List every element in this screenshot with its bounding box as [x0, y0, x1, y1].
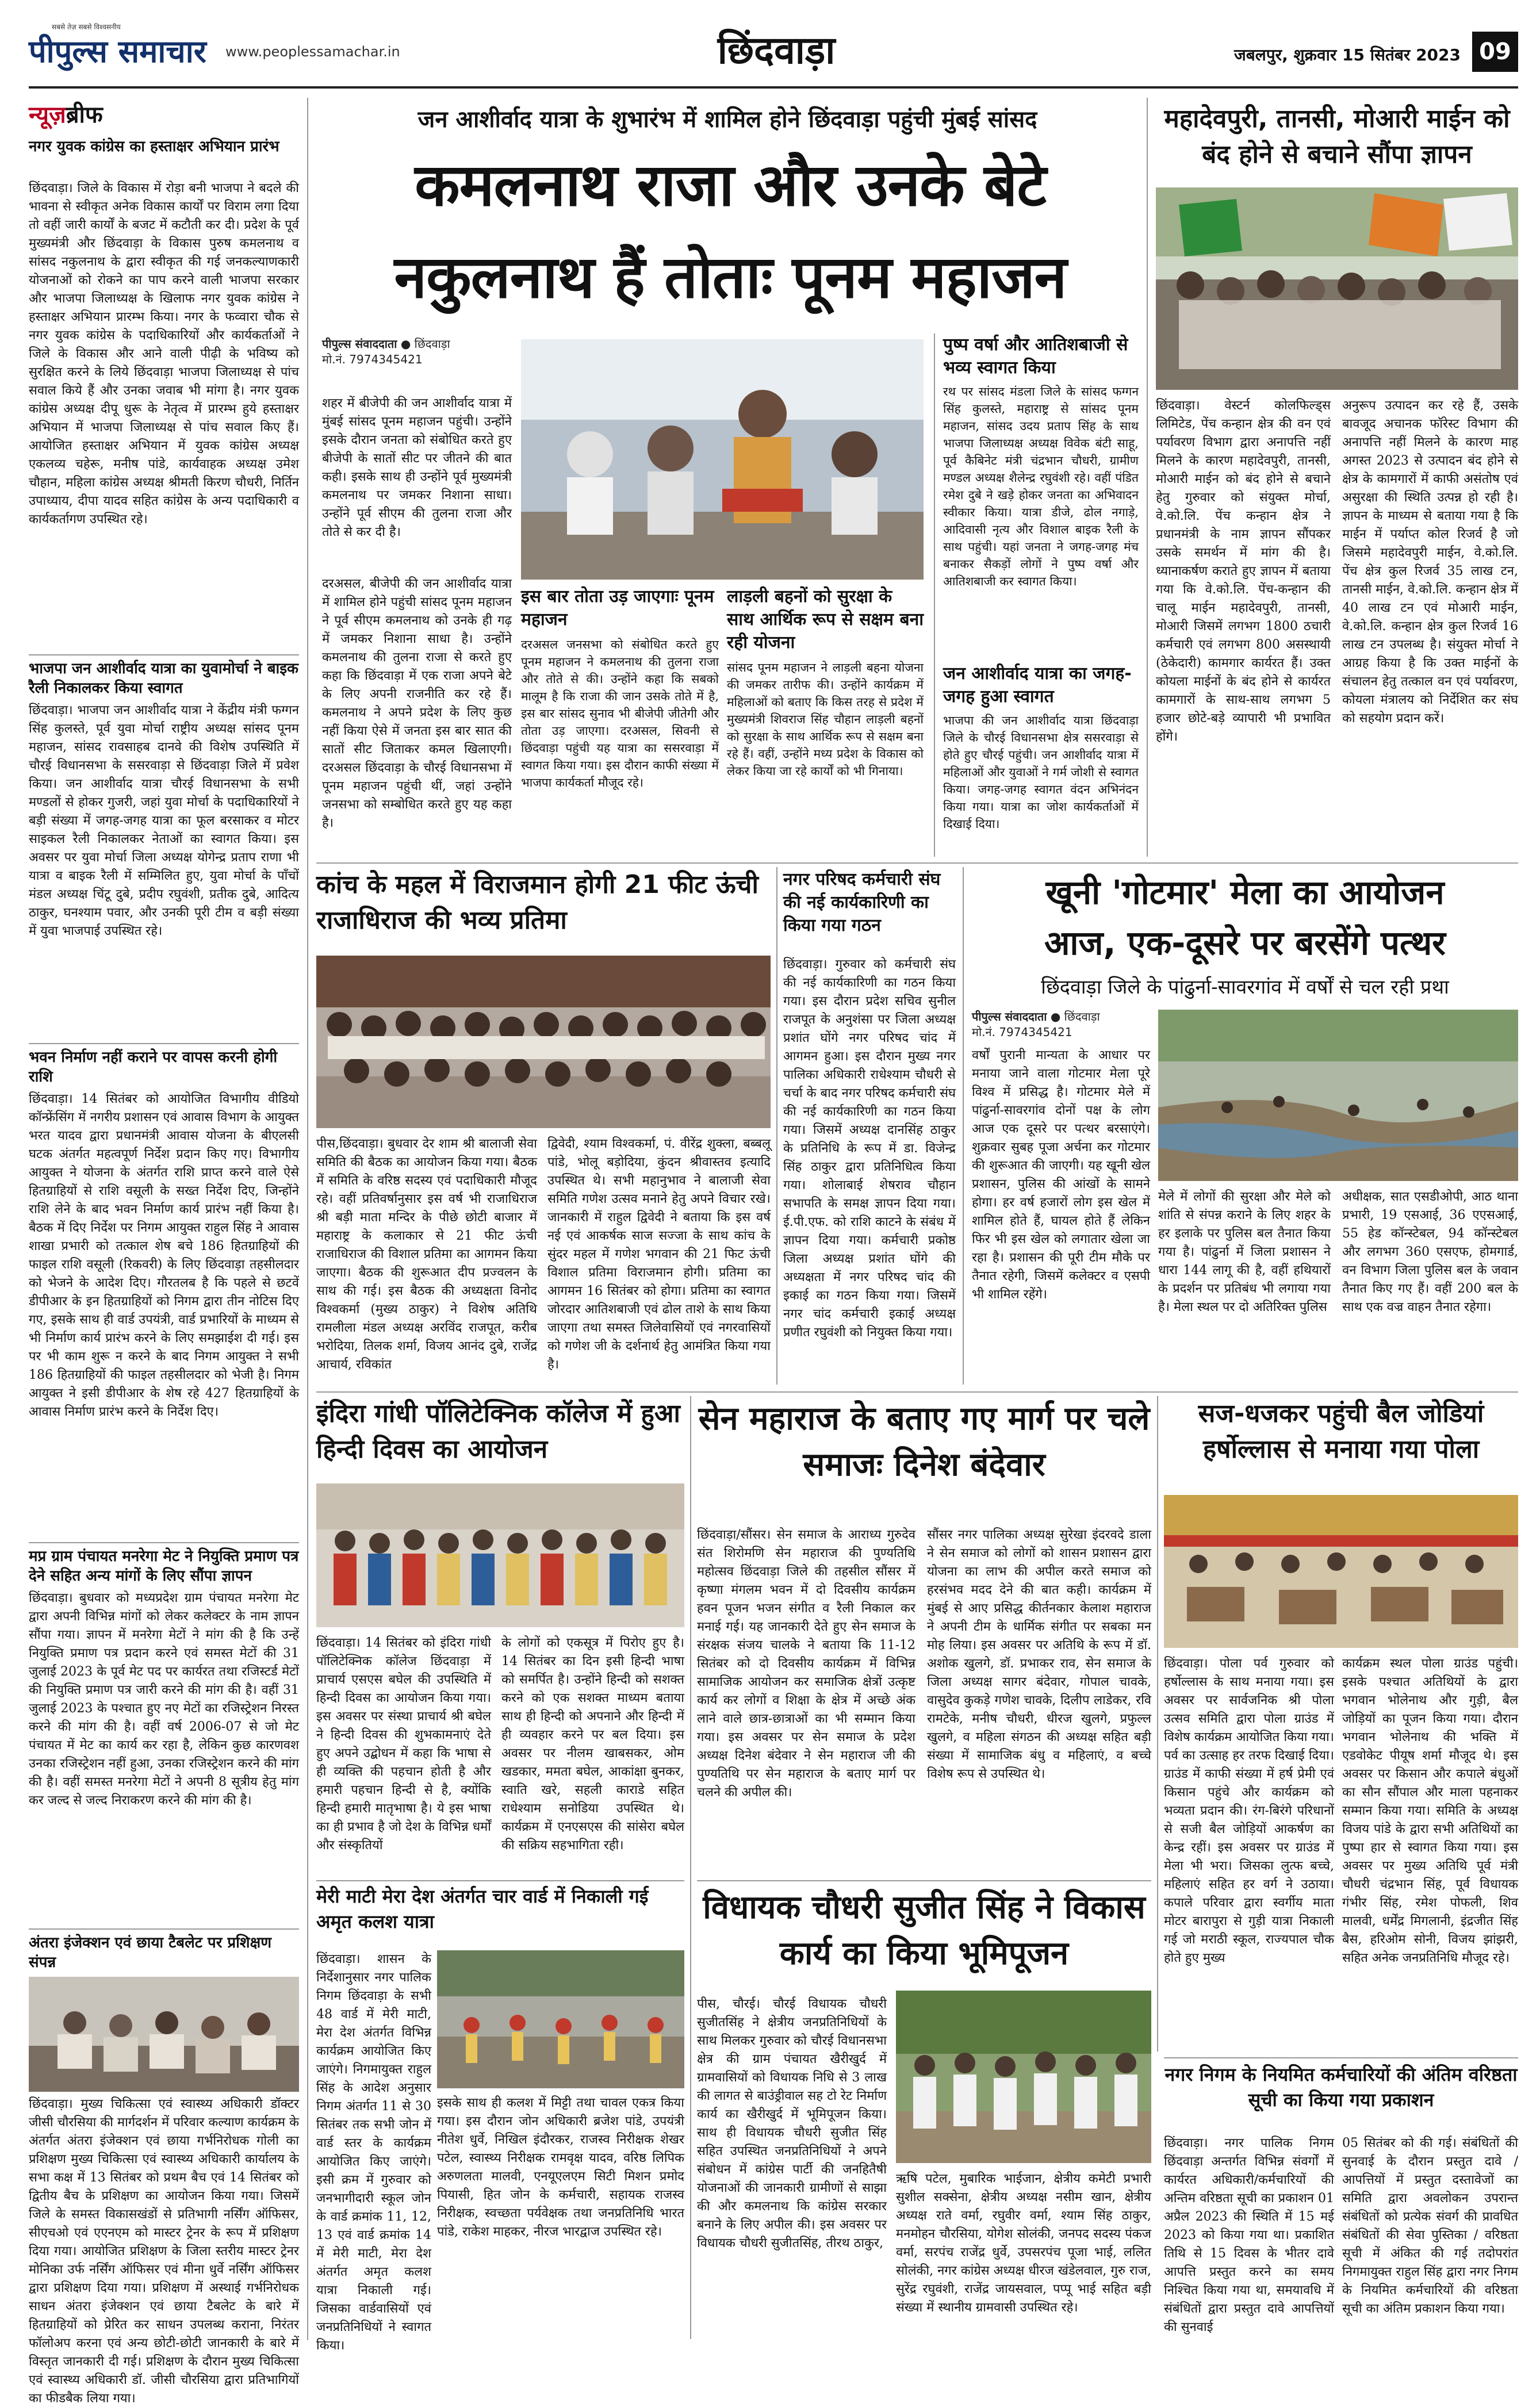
- statue-photo: [316, 956, 771, 1128]
- brief-4-body: छिंदवाड़ा। बुधवार को मध्यप्रदेश ग्राम पंचायत मनरेगा मेट द्वारा अपनी विभिन्न मांगों को लेकर कलेक्टर के नाम ज्ञापन सौंपा गया। ज्ञापन में मनरेगा मेटों ने मांग की है कि उन्हें नियुक्ति प्रमाण पत्र प्रदान करने एवं समस्त मेटों की 31 जुलाई 2023 के पूर्व मेट पद पर कार्यरत तथा रजिस्टर्ड मेटों की नियुक्ति प्रमाण पत्र जारी करने की मांग की है। वहीं 31 जुलाई 2023 के पश्चात हुए नए मेटों का रजिस्ट्रेशन निरस्त करने की मांग की है। वहीं वर्ष 2006-07 से जो मेट पंचायत में मेट का कार्य कर रहा है, लेकिन कुछ कारणवश उनका रजिस्ट्रेशन नहीं हुआ, उनका रजिस्ट्रेशन करने की मांग की है। वहीं समस्त मनरेगा मेटों ने अपनी 8 सूत्रीय हेतु मांग कर जल्द से जल्द निराकरण करने की मांग की है।: [29, 1591, 299, 1808]
- statue-body-2: द्विवेदी, श्याम विश्वकर्मा, पं. वीरेंद्र शुक्ला, बब्बलू पांडे, भोलू बड़ोदिया, कुंदन श्रीवास्तव इत्यादि उपस्थित थे। सभी महानुभाव ने बालाजी सेवा समिति गणेश उत्सव मनाने हेतु अपने विचार रखे। जानकारी में राहुल द्विवेदी ने बताया कि इस वर्ष नई एवं आकर्षक साज सज्जा के साथ कांच के सुंदर महल में गणेश भगवान की 21 फिट ऊंची विशाल प्रतिमा विराजमान होगी। प्रतिमा का आगमन 16 सितंबर को होगा। प्रतिमा का स्वागत जोरदार आतिशबाजी एवं ढोल ताशे के साथ किया जाएगा तथा समस्त जिलेवासियों एवं नगरवासियों को गणेश जी के दर्शनार्थ हेतु आमंत्रित किया गया है।: [547, 1137, 771, 1372]
- byline-name: पीपुल्स संवाददाता: [322, 337, 397, 351]
- masthead-rule: [29, 86, 1518, 89]
- kalash-photo: [437, 1950, 684, 2088]
- polytech-body-1: छिंदवाड़ा। 14 सितंबर को इंदिरा गांधी पॉलिटेक्निक कॉलेज छिंदवाड़ा में प्राचार्य एसएस बघेल की उपस्थिति में हिन्दी दिवस का आयोजन किया गया। इस अवसर पर संस्था प्राचार्य श्री बघेल ने हिन्दी दिवस की शुभकामनाएं देते हुए अपने उद्बोधन में कहा कि भाषा से ही व्यक्ति की पहचान होती है और हमारी पहचान हिन्दी से है, क्योंकि हिन्दी हमारी मातृभाषा है। ये इस भाषा का ही प्रभाव है जो देश के विभिन्न धर्मों और संस्कृतियों: [316, 1636, 491, 1853]
- pola-body-2: कार्यक्रम स्थल पोला ग्राउंड पहुंची। इसके पश्चात अतिथियों के द्वारा भगवान भोलेनाथ और गुड़ी, बैल जोड़ियों का पूजन किया गया। दौरान भगवान भोलेनाथ की भक्ति में एडवोकेट पीयूष शर्मा मौजूद थे। इस अवसर पर किसान और कपाले बंधुओं का सौन सौंपाल और माला पहनाकर सम्मान किया गया। समिति के अध्यक्ष विजय पांडे के द्वारा सभी अतिथियों का पुष्पा हार से स्वागत किया गया। इस अवसर पर मुख्य अतिथि पूर्व मंत्री चौधरी चंद्रभान सिंह, पूर्व विधायक गंभीर सिंह, रमेश पोफली, शिव मालवी, धर्मेंद्र मिगलानी, इंद्रजीत सिंह बैस, हरिओम सोनी, विजय झांझरी, सहित अनेक जनप्रतिनिधि मौजूद रहे।: [1342, 1657, 1518, 1965]
- polytech-body-2: के लोगों को एकसूत्र में पिरोए हुए है। 14 सितंबर का दिन इसी हिन्दी भाषा को समर्पित है। उन्होंने हिन्दी को सशक्त करने को एक सशक्त माध्यम बताया साथ ही हिन्दी को अपनाने और हिन्दी में ही व्यवहार करने पर बल दिया। इस अवसर पर नीलम खाबसकर, ओम खडकार, ममता बघेल, आकांक्षा बुनकर, स्वाति खरे, सहली काराडे सहित राधेश्याम सनोडिया उपस्थित थे। कार्यक्रम में एनएसएस की सांसेरा बघेल की सक्रिय सहभागिता रही।: [501, 1636, 684, 1853]
- brief-divider: [29, 1542, 299, 1543]
- statue-headline: कांच के महल में विराजमान होगी 21 फीट ऊंची राजाधिराज की भव्य प्रतिमा: [316, 870, 758, 935]
- pola-photo: [1164, 1495, 1518, 1648]
- pola-headline: सज-धजकर पहुंची बैल जोडियां हर्षोल्लास से मनाया गया पोला: [1198, 1399, 1484, 1464]
- brief-3-body: छिंदवाड़ा। 14 सितंबर को आयोजित विभागीय वीडियो कॉन्फ्रेंसिंग में नगरीय प्रशासन एवं आवास विभाग के आयुक्त भरत यादव द्वारा प्रधानमंत्री आवास योजना के बीएलसी घटक अंतर्गत महत्वपूर्ण निर्देश प्रदान किए गए। विभागीय आयुक्त ने योजना के अंतर्गत राशि प्राप्त करने वाले ऐसे हितग्राहियों से राशि वसूली के सख्त निर्देश दिए, जिन्होंने राशि लेने के बाद भवन निर्माण कार्य प्रारंभ नहीं किया है। बैठक में दिए निर्देश पर निगम आयुक्त राहुल सिंह ने आवास शाखा प्रभारी को तत्काल शेष बचे 186 हितग्राहियों की फाइल राशि वसूली (रिकवरी) के लिए छिंदवाड़ा तहसीलदार को भेजने के आदेश दिए। गौरतलब है कि पहले से छटवें डीपीआर के इन हितग्राहियों को निगम द्वारा तीन नोटिस दिए गए, इसके साथ ही वार्ड उपयंत्री, वार्ड प्रभारियों के माध्यम से भी निर्माण कार्य प्रारंभ करने के लिए समझाईश दी गई। इस पर भी काम शुरू न करने के बाद निगम आयुक्त ने सभी 186 हितग्राहियों की फाइल तहसीलदार को भेजी है। निगम आयुक्त ने इसी डीपीआर के शेष रहे 427 हितग्राहियों के आवास निर्माण प्रारंभ करने के निर्देश दिए।: [29, 1092, 299, 1419]
- brief-divider: [29, 1928, 299, 1930]
- column-divider: [307, 98, 308, 2340]
- brief-3-title: भवन निर्माण नहीं कराने पर वापस करनी होगी राशि: [29, 1049, 278, 1086]
- caption-title: इस बार तोता उड़ जाएगाः पूनम महाजन: [521, 586, 714, 630]
- nigam-body-2: 05 सितंबर को की गई। संबंधितों की सुनवाई के दौरान प्रस्तुत दावे / आपत्तियों में प्रस्तुत दस्तावेजों का समिति द्वारा अवलोकन उपरान्त संबंधितों को प्रत्येक संवर्ग की प्रावधित संबंधितों की सेवा पुस्तिका / वरिष्ठता सूची में अंकित की गई तदोपरांत निगमायुक्त राहुल सिंह द्वारा नगर निगम के नियमित कर्मचारियों की वरिष्ठता सूची का अंतिम प्रकाशन किया गया।: [1342, 2136, 1518, 2316]
- brief-5-photo: [29, 1977, 299, 2092]
- location-icon: ●: [400, 337, 411, 351]
- lead-photo: [521, 339, 924, 580]
- lead-body-1: शहर में बीजेपी की जन आशीर्वाद यात्रा में मुंबई सांसद पूनम महाजन पहुंची। उन्होंने इसके दौरान जनता को संबोधित करते हुए बीजेपी के सातों सीट पर जीतने की बात कही। इसके साथ ही उन्होंने पूर्व मुख्यमंत्री कमलनाथ पर जमकर निशाना साधा। उन्होंने पूर्व सीएम की तुलना राजा और तोते से कर दी है।: [322, 396, 512, 539]
- mine-photo: [1156, 187, 1518, 390]
- brief-4-title: मप्र ग्राम पंचायत मनरेगा मेट ने नियुक्ति प्रमाण पत्र देने सहित अन्य मांगों के लिए सौंपा ज्ञापन: [29, 1548, 299, 1585]
- kalash-body-1: छिंदवाड़ा। शासन के निर्देशानुसार नगर पालिक निगम छिंदवाड़ा के सभी 48 वार्ड में मेरी माटी, मेरा देश अंतर्गत विभिन्न कार्यक्रम आयोजित किए जाएंगे। निगमायुक्त राहुल सिंह के आदेश अनुसार निगम अंतर्गत 11 से 30 सितंबर तक सभी जोन में वार्ड स्तर के कार्यक्रम आयोजित किए जाएंगे। इसी क्रम में गुरुवार को जनभागीदारी स्कूल जोन के वार्ड क्रमांक 11, 12, 13 एवं वार्ड क्रमांक 14 में मेरी माटी, मेरा देश अंतर्गत अमृत कलश यात्रा निकाली गई। जिसका वार्डवासियों एवं जनप्रतिनिधियों ने स्वागत किया।: [316, 1952, 431, 2353]
- lead-headline-2: नकुलनाथ हैं तोताः पूनम महाजन: [394, 243, 1067, 312]
- kalash-body-2: इसके साथ ही कलश में मिट्टी तथा चावल एकत्र किया गया। इस दौरान जोन अधिकारी ब्रजेश पांडे, उपयंत्री नीतेश धुर्वे, निखिल इंदौरकर, राजस्व निरीक्षक शेखर पटेल, स्वास्थ्य निरीक्षक रामवृक्ष यादव, वरिष्ठ लिपिक अरुणलता मालवी, एनयूएलएम सिटी मिशन प्रमोद पियासी, हित जोन के कर्मचारी, सहायक राजस्व निरीक्षक, स्वच्छता पर्यवेक्षक तथा जनप्रतिनिधि भारत पांडे, राकेश माहकर, नीरज भारद्वाज उपस्थित रहे।: [437, 2096, 684, 2239]
- welcome-title: पुष्प वर्षा और आतिशबाजी से भव्य स्वागत किया: [943, 335, 1128, 378]
- gotmar-photo: [1158, 1010, 1518, 1181]
- polytech-photo: [316, 1483, 684, 1627]
- gotmar-headline-1: खूनी 'गोटमार' मेला का आयोजन: [1045, 873, 1445, 912]
- section-title: छिंदवाड़ा: [717, 28, 836, 72]
- kalash-headline: मेरी माटी मेरा देश अंतर्गत चार वार्ड में निकाली गई अमृत कलश यात्रा: [316, 1885, 649, 1932]
- section-rule: [697, 1880, 1151, 1881]
- brief-5-body: छिंदवाड़ा। मुख्य चिकित्सा एवं स्वास्थ्य अधिकारी डॉक्टर जीसी चौरसिया की मार्गदर्शन में परिवार कल्याण कार्यक्रम के अंतर्गत अंतरा इंजेक्शन एवं छाया गर्भनिरोधक गोली का प्रशिक्षण मुख्य चिकित्सा एवं स्वास्थ्य अधिकारी कार्यालय के सभा कक्ष में 13 सितंबर को प्रथम बैच एवं 14 सितंबर को द्वितीय बैच के प्रशिक्षण का आयोजन किया गया। जिसमें जिले के समस्त विकासखंडों से प्रतिभागी नर्सिंग ऑफिसर, सीएचओ एवं एएनएम को मास्टर ट्रेनर के रूप में प्रशिक्षण दिया गया। आयोजित प्रशिक्षण के जिला स्तरीय मास्टर ट्रेनर मोनिका उर्फ नर्सिंग ऑफिसर एवं मीना धुर्वे नर्सिंग ऑफिसर द्वारा प्रशिक्षण दिया गया। प्रशिक्षण में अस्थाई गर्भनिरोधक साधन अंतरा इंजेक्शन एवं छाया टैबलेट के बारे में हितग्राहियों को प्रेरित कर साधन उपलब्ध कराना, निरंतर फॉलोअप करना एवं अन्य छोटी-छोटी जानकारी के बारे में विस्तृत जानकारी दी गई। प्रशिक्षण के दौरान मुख्य चिकित्सा एवं स्वास्थ्य अधिकारी डॉ. जीसी चौरसिया द्वारा प्रतिभागियों का फीडबैक लिया गया।: [29, 2097, 299, 2406]
- gotmar-body-1: वर्षों पुरानी मान्यता के आधार पर मनाया जाने वाला गोटमार मेला पूरे विश्व में प्रसिद्ध है। गोटमार मेले में पांढुर्ना-सावरगांव दोनों पक्ष के लोग आज एक दूसरे पर पत्थर बरसाएंगे। शुक्रवार सुबह पूजा अर्चना कर गोटमार की शुरूआत की जाएगी। यह खूनी खेल प्रशासन, पुलिस की आंखों के सामने होगा। हर वर्ष हजारों लोग इस खेल में शामिल होते हैं, घायल होते हैं लेकिन फिर भी इस खेल को लगातार खेला जा रहा है। प्रशासन की पूरी टीम मौके पर तैनात रहेगी, जिसमें कलेक्टर व एसपी भी शामिल रहेंगे।: [972, 1048, 1150, 1302]
- brief-1-body: छिंदवाड़ा। जिले के विकास में रोड़ा बनी भाजपा ने बदले की भावना से स्वीकृत अनेक विकास कार्यों पर विराम लगा दिया तो वहीं जारी कार्यों के बजट में कटौती कर दी। प्रदेश के पूर्व मुख्यमंत्री और छिंदवाड़ा के विकास पुरुष कमलनाथ व सांसद नकुलनाथ के द्वारा स्वीकृत की गई जनकल्याणकारी योजनाओं को रोकने का पाप करने वाली भाजपा सरकार और भाजपा जिलाध्यक्ष के खिलाफ नगर युवक कांग्रेस ने हस्ताक्षर अभियान प्रारम्भ किया। नगर के फव्वारा चौक से नगर युवक कांग्रेस के पदाधिकारियों और कार्यकर्ताओं ने जिले के विकास और आने वाली पीढ़ी के भविष्य को सुरक्षित करने के लिये छिंदवाड़ा भाजपा जिलाध्यक्ष से पांच सवाल किये हैं और उनका जवाब भी मांगा है। नगर युवक कांग्रेस अध्यक्ष दीपू धुरू के नेतृत्व में प्रारम्भ हुये हस्ताक्षर अभियान में भाजपा जिलाध्यक्ष से पांच सवाल किए हैं। आयोजित हस्ताक्षर अभियान में युवक कांग्रेस अध्यक्ष एकलव्य चहेरू, मनीष पांडे, कार्यवाहक अध्यक्ष उमेश चौहान, महिला कांग्रेस अध्यक्ष श्रीमती किरण चौधरी, निर्तिन उपाध्याय, दीपा यादव सहित कांग्रेस के अन्य पदाधिकारी व कार्यकर्तागण उपस्थित रहे।: [29, 181, 299, 527]
- union-body: छिंदवाड़ा। गुरुवार को कर्मचारी संघ की नई कार्यकारिणी का गठन किया गया। इस दौरान प्रदेश सचिव सुनील राजपूत के अनुशंसा पर जिला अध्यक्ष प्रशांत घोंगे नगर परिषद चांद में आगमन हुआ। इस दौरान मुख्य नगर पालिका अधिकारी राधेश्याम चौधरी से चर्चा के बाद नगर परिषद कर्मचारी संघ की नई कार्यकारिणी का गठन किया गया। जिसमें अध्यक्ष दानसिंह ठाकुर के प्रतिनिधि के रूप में डा. विजेन्द्र सिंह ठाकुर द्वारा प्रतिनिधित्व किया गया। शोलाबाई शेषराव चौहान सभापति के समक्ष ज्ञापन दिया गया। ई.पी.एफ. को राशि काटने के संबंध में ज्ञापन दिया गया। कर्मचारी प्रकोष्ठ जिला अध्यक्ष प्रशांत घोंगे की अध्यक्षता में नगर परिषद चांद की इकाई का गठन किया गया। जिसमें नगर चांद कर्मचारी इकाई अध्यक्ष प्रणीत रघुवंशी को नियुक्त किया गया।: [783, 957, 956, 1340]
- brief-5-title: अंतरा इंजेक्शन एवं छाया टैबलेट पर प्रशिक्षण संपन्न: [29, 1934, 272, 1971]
- welcome-sidebar: [943, 333, 1139, 857]
- section-rule: [316, 862, 1518, 864]
- mla-body-1: पीस, चौरई। चौरई विधायक चौधरी सुजीतसिंह ने क्षेत्रीय जनप्रतिनिधियों के साथ मिलकर गुरुवार को चौरई विधानसभा क्षेत्र की ग्राम पंचायत खैरीखुर्द में ग्रामवासियों को विधायक निधि से 3 लाख की लागत से बाउंड्रीवाल सह टो रेट निर्माण कार्य का खैरीखुर्द में भूमिपूजन किया। साथ ही विधायक चौधरी सुजीत सिंह सहित उपस्थित जनप्रतिनिधियों ने अपने संबोधन में कांग्रेस पार्टी की जनहितैषी योजनाओं की जानकारी ग्रामीणों से साझा की और कमलनाथ कि कांग्रेस सरकार बनाने के लिए अपील की। इस अवसर पर विधायक चौधरी सुजीतसिंह, तीरथ ठाकुर,: [697, 1997, 887, 2250]
- mine-headline: महादेवपुरी, तानसी, मोआरी माईन को बंद होने से बचाने सौंपा ज्ञापन: [1164, 104, 1510, 169]
- lead-body-2: दरअसल, बीजेपी की जन आशीर्वाद यात्रा में शामिल होने पहुंची सांसद पूनम महाजन ने पूर्व सीएम कमलनाथ को उनके ही गढ़ में जमकर निशाना साधा है। उन्होंने कमलनाथ की तुलना राजा से करते हुए कहा कि छिंदवाड़ा में एक राजा अपने बेटे के लिए अपनी राजनीति कर रहे हैं। कमलनाथ ने अपने प्रदेश के लिए कुछ नहीं किया ऐसे में जनता इस बार सात की सातों सीट जिताकर कमल खिलाएगी। दरअसल छिंदवाड़ा के चौरई विधानसभा में पूनम महाजन पहुंची थीं, जहां उन्होंने जनसभा को सम्बोधित करते हुए यह कहा है।: [322, 577, 512, 830]
- ladli-title: लाड़ली बहनों को सुरक्षा के साथ आर्थिक रूप से सक्षम बना रही योजना: [727, 586, 924, 653]
- website-url[interactable]: www.peoplessamachar.in: [225, 44, 400, 60]
- welcome-body: रथ पर सांसद मंडला जिले के सांसद फग्गन सिंह कुलस्ते, महाराष्ट्र से सांसद पूनम महाजन, सांसद उदय प्रताप सिंह के साथ भाजपा जिलाध्यक्ष अध्यक्ष विवेक बंटी साहू, पूर्व कैबिनेट मंत्री चंद्रभान चौधरी, ग्रामीण मण्डल अध्यक्ष शैलेन्द्र रघुवंशी रहे। वहीं पंडित रमेश दुबे ने खड़े होकर जनता का अभिवादन स्वीकार किया। यात्रा डीजे, ढोल नगाड़े, आदिवासी नृत्य और विशाल बाइक रैली के साथ पहुंची। यहां जनता ने जगह-जगह मंच बनाकर सैकड़ों लोगों ने पुष्प वर्षा और आतिशबाजी कर स्वागत किया।: [943, 385, 1139, 588]
- welcome-title-2: जन आशीर्वाद यात्रा का जगह-जगह हुआ स्वागत: [943, 664, 1132, 707]
- location-icon: ●: [1050, 1010, 1061, 1023]
- logo-text: पीपुल्स समाचार: [29, 33, 206, 70]
- gotmar-body-3: अधीक्षक, सात एसडीओपी, आठ थाना प्रभारी, 19 एसआई, 36 एएसआई, 55 हेड कॉन्स्टेबल, 94 कॉन्स्टेबल और लगभग 360 एसएफ, होमगार्ड, वन विभाग जिला पुलिस बल के जवान तैनात किए गए हैं। वहीं 200 बल के साथ एक वज्र वाहन तैनात रहेगा।: [1342, 1190, 1518, 1314]
- brief-1-title: नगर युवक कांग्रेस का हस्ताक्षर अभियान प्रारंभ: [29, 138, 279, 155]
- pola-body-1: छिंदवाड़ा। पोला पर्व गुरुवार को हर्षोल्लास के साथ मनाया गया। इस अवसर पर सार्वजनिक श्री पोला उत्सव समिति द्वारा पोला ग्राउंड में विशेष कार्यक्रम आयोजित किया गया। पर्व का उत्साह हर तरफ दिखाई दिया। ग्राउंड में काफी संख्या में हर्ष प्रेमी एवं किसान पहुंचे और कार्यक्रम को भव्यता प्रदान की। रंग-बिरंगे परिधानों से सजी बैल जोड़ियों आकर्षण का केन्द्र रहीं। इस अवसर पर ग्राउंड में मेला भी भरा। जिसका लुत्फ बच्चे, महिलाएं सहित हर वर्ग ने उठाया। कपाले परिवार द्वारा स्वर्गीय माता मोटर बारापुरा से गुड़ी यात्रा निकाली गई जो मराठी स्कूल, राज्यपाल चौक होते हुए मुख्य: [1164, 1657, 1334, 1965]
- masthead-tagline: सबसे तेज़ सबसे विश्वसनीय: [52, 23, 121, 31]
- welcome-body-2: भाजपा की जन आशीर्वाद यात्रा छिंदवाड़ा जिले के चौरई विधानसभा क्षेत्र ससरवाड़ा से होते हुए चौरई पहुंची। जन आशीर्वाद यात्रा में महिलाओं और युवाओं ने गर्म जोशी से स्वागत किया। जगह-जगह स्वागत वंदन अभिनंदन किया गया। यात्रा का जोश कार्यकर्ताओं में दिखाई दिया।: [943, 714, 1139, 831]
- gotmar-byline: [972, 1009, 1150, 1041]
- brief-divider: [29, 1043, 299, 1044]
- lead-kicker: जन आशीर्वाद यात्रा के शुभारंभ में शामिल होने छिंदवाड़ा पहुंची मुंबई सांसद: [417, 106, 1037, 133]
- column-divider: [776, 867, 777, 1385]
- mla-body-2: ऋषि पटेल, मुबारिक भाईजान, क्षेत्रीय कमेटी प्रभारी सुशील सक्सेना, क्षेत्रीय अध्यक्ष नसीम खान, क्षेत्रीय अध्यक्ष राते वर्मा, रघुवीर वर्मा, श्याम सिंह ठाकुर, मनमोहन चौरसिया, योगेश सोलंकी, जनपद सदस्य पंकज वर्मा, सरपंच राजेंद्र धुर्वे, उपसरपंच पूजा भाई, ललित सोलंकी, नगर कांग्रेस अध्यक्ष धीरज खंडेलवाल, गुरु राज, सुरेंद्र रघुवंशी, राजेंद्र जायसवाल, पप्पू भाई सहित बड़ी संख्या में स्थानीय ग्रामवासी उपस्थित रहे।: [896, 2172, 1151, 2315]
- mla-headline: विधायक चौधरी सुजीत सिंह ने विकास कार्य का किया भूमिपूजन: [703, 1889, 1146, 1972]
- statue-body-1: पीस,छिंदवाड़ा। बुधवार देर शाम श्री बालाजी सेवा समिति की बैठक का आयोजन किया गया। बैठक में समिति के वरिष्ठ सदस्य एवं पदाधिकारी मौजूद रहे। वहीं प्रतिवर्षानुसार इस वर्ष भी राजाधिराज श्री बड़ी माता मन्दिर के पीछे छोटी बाजार में महाराष्ट्र के कलाकार से 21 फीट ऊंची राजाधिराज की विशाल प्रतिमा का आगमन किया जाएगा। बैठक की शुरूआत दीप प्रज्वलन के साथ की गई। इस बैठक की अध्यक्षता विनोद विश्वकर्मा (मुख्य ठाकुर) ने विशेष अतिथि रामलीला मंडल अध्यक्ष अरविंद राजपूत, करीब भरोदिया, तिलक शर्मा, विजय आनंद दुबे, राजेंद्र आचार्य, रविकांत: [316, 1137, 537, 1372]
- section-rule: [316, 1880, 684, 1881]
- ladli-body: सांसद पूनम महाजन ने लाड़ली बहना योजना की जमकर तारीफ की। उन्होंने कार्यक्रम में महिलाओं को बताए कि किस तरह से प्रदेश में मुख्यमंत्री शिवराज सिंह चौहान लाड़ली बहनों को सुरक्षा के साथ आर्थिक रूप से सक्षम बना रहे हैं। वहीं, उन्होंने मध्य प्रदेश के विकास को लेकर किया जा रहे कार्यों को भी गिनाया।: [727, 661, 924, 778]
- byline-place: छिंदवाड़ा: [414, 337, 450, 351]
- polytech-headline: इंदिरा गांधी पॉलिटेक्निक कॉलेज में हुआ हिन्दी दिवस का आयोजन: [316, 1399, 680, 1464]
- brief-2-title: भाजपा जन आशीर्वाद यात्रा का युवामोर्चा ने बाइक रैली निकालकर किया स्वागत: [29, 660, 299, 697]
- page-number: 09: [1472, 32, 1518, 72]
- column-divider: [1147, 98, 1148, 857]
- lead-byline: [322, 336, 512, 368]
- brief-label-black: ब्रीफ: [66, 102, 103, 128]
- byline-mobile: मो.नं. 7974345421: [972, 1025, 1072, 1039]
- nigam-body-1: छिंदवाड़ा। नगर पालिक निगम छिंदवाड़ा अन्तर्गत विभिन्न संवर्गों में कार्यरत अधिकारी/कर्मचारियों की अन्तिम वरिष्ठता सूची का प्रकाशन 01 अप्रैल 2023 की स्थिति में 15 मई 2023 को किया गया था। प्रकाशित तिथि से 15 दिवस के भीतर दावे आपत्ति प्रस्तुत करने का समय निश्चित किया गया था, समयावधि में संबंधितों द्वारा प्रस्तुत दावे आपत्तियों की सुनवाई: [1164, 2136, 1334, 2334]
- column-divider: [934, 333, 935, 857]
- lead-headline-1: कमलनाथ राजा और उनके बेटे: [415, 151, 1046, 220]
- byline-place: छिंदवाड़ा: [1064, 1010, 1100, 1023]
- sen-headline: सेन महाराज के बताए गए मार्ग पर चले समाजः दिनेश बंदेवार: [698, 1400, 1150, 1483]
- brief-2-body: छिंदवाड़ा। भाजपा जन आशीर्वाद यात्रा ने केंद्रीय मंत्री फग्गन सिंह कुलस्ते, पूर्व युवा मोर्चा राष्ट्रीय अध्यक्ष सांसद पूनम महाजन, सांसद रावसाहब दानवे की विशेष उपस्थिति में चौरई विधानसभा के ससरवाड़ा से छिंदवाड़ा जिले में प्रवेश किया। जन आशीर्वाद यात्रा चौरई विधानसभा के सभी मण्डलों से होकर गुजरी, जहां युवा मोर्चा के पदाधिकारियों ने बड़ी संख्या में जगह-जगह यात्रा का फूल बरसाकर व मोटर साइकल रैली निकालकर नेताओं का स्वागत किया। इस अवसर पर युवा मोर्चा जिला अध्यक्ष योगेन्द्र प्रताप राणा भी यात्रा व बाइक रैली में सम्मिलित हुए, युवा मोर्चा के पाँचों मंडल अध्यक्ष चिंटू दुबे, प्रदीप रघुवंशी, प्रतीक दुबे, आदित्य ठाकुर, घनश्याम पवार, और उनकी पूरी टीम व बड़ी संख्या में युवा भाजपाई उपस्थित रहे।: [29, 703, 299, 938]
- byline-name: पीपुल्स संवाददाता: [972, 1010, 1047, 1023]
- section-rule: [1164, 2057, 1518, 2058]
- masthead-logo: [29, 22, 224, 68]
- union-headline: नगर परिषद कर्मचारी संघ की नई कार्यकारिणी का किया गया गठन: [783, 869, 941, 935]
- mine-body-1: छिंदवाड़ा। वेस्टर्न कोलफिल्ड्स लिमिटेड, पेंच कन्हान क्षेत्र की वन एवं पर्यावरण विभाग द्वारा अनापत्ति नहीं मिलने के कारण महादेवपुरी, तानसी, मोआरी माईन को बंद होने से बचाने हेतु गुरुवार को संयुक्त मोर्चा, वे.को.लि. पेंच कन्हान क्षेत्र ने प्रधानमंत्री के नाम ज्ञापन सौंपकर उसके समर्थन में मांग की है। ध्यानाकर्षण कराते हुए ज्ञापन में बताया गया कि वे.को.लि. पेंच-कन्हान की चालू माईन महादेवपुरी, तानसी, मोआरी जिसमें लगभग 1800 ठचारी कर्मचारी एवं लगभग 800 असस्थायी (ठेकेदारी) कामगार कार्यरत हैं। उक्त कोयला माईनों के बंद होने से कार्यरत कामगारों के साथ-साथ लगभग 5 हजार छोटे-बड़े व्यापारी भी प्रभावित होंगे।: [1156, 398, 1331, 744]
- column-divider: [963, 867, 964, 1385]
- news-brief-label: [29, 98, 299, 132]
- ladli-sidebar: [727, 585, 924, 856]
- issue-date: जबलपुर, शुक्रवार 15 सितंबर 2023: [1233, 45, 1461, 64]
- sen-body-2: सौंसर नगर पालिका अध्यक्ष सुरेखा इंदरवदे डाला ने सेन समाज को लोगों को शासन प्रशासन द्वारा योजना का लाभ की अपील करते समाज को हरसंभव मदद देने की बात कही। कार्यक्रम में मुंबई से आए प्रसिद्ध कीर्तनकार केलाश महाराज ने अपनी टीम के धार्मिक संगीत पर सबका मन मोह लिया। इस अवसर पर अतिथि के रूप में डॉ. अशोक खुलगे, डॉ. प्रभाकर राव, सेन समाज के जिला अध्यक्ष सागर बंदेवार, गोपाल चावके, वासुदेव कुकड़े गणेश चावके, दिलीप लाडेकर, रवि रामटेके, मनीष चौधरी, धीरज खुलगे, प्रफुल्ल खुलगे, व महिला संगठन की अध्यक्ष सहित बड़ी संख्या में सामाजिक बंधु व महिलाएं, व बच्चे विशेष रूप से उपस्थित थे।: [927, 1528, 1151, 1781]
- sen-body-1: छिंदवाड़ा/सौंसर। सेन समाज के आराध्य गुरुदेव संत शिरोमणि सेन महाराज की पुण्यतिथि महोत्सव छिंदवाड़ा जिले की तहसील सौंसर में कृष्णा मंगलम भवन में दो दिवसीय कार्यक्रम हवन पूजन भजन संगीत व रैली निकाल कर मनाई गई। यह जानकारी देते हुए सेन समाज के संरक्षक संजय चालके ने बताया कि 11-12 सितंबर को दो दिवसीय कार्यक्रम में विभिन्न सामाजिक आयोजन कर समाजिक क्षेत्रों उत्कृष्ट कार्य कर लोगों व शिक्षा के क्षेत्र में अच्छे अंक लाने वाले छात्र-छात्राओं का भी सम्मान किया गया। इस अवसर पर सेन समाज के प्रदेश अध्यक्ष दिनेश बंदेवार ने सेन महाराज जी की पुण्यतिथि पर सेन महाराज के बताए मार्ग पर चलने की अपील की।: [697, 1528, 915, 1800]
- byline-mobile: मो.नं. 7974345421: [322, 352, 423, 366]
- section-rule: [316, 1391, 1518, 1393]
- brief-label-red: न्यूज़: [29, 102, 66, 128]
- column-divider: [690, 1396, 691, 2339]
- caption-body: दरअसल जनसभा को संबोधित करते हुए पूनम महाजन ने कमलनाथ की तुलना राजा और तोते से की। उन्होंने कहा कि सबको मालूम है कि राजा की जान उसके तोते में है, इस बार सांसद सुनाव भी बीजेपी जीतेगी और तोता उड़ जाएगा। दरअसल, सिवनी से छिंदवाड़ा पहुंची यह यात्रा का ससरवाड़ा में स्वागत किया गया। इस दौरान काफी संख्या में भाजपा कार्यकर्ता मौजूद रहे।: [521, 638, 719, 789]
- brief-divider: [29, 654, 299, 655]
- mla-photo: [896, 1991, 1151, 2163]
- gotmar-body-2: मेले में लोगों की सुरक्षा और मेले को शांति से संपन्न कराने के लिए शहर के हर इलाके पर पुलिस बल तैनात किया गया है। पांढुर्ना में जिला प्रशासन ने धारा 144 लागू की है, वहीं हथियारों के प्रदर्शन पर प्रतिबंध भी लगाया गया है। मेला स्थल पर दो अतिरिक्त पुलिस: [1158, 1190, 1331, 1314]
- masthead: [0, 0, 1540, 86]
- gotmar-subhead: छिंदवाड़ा जिले के पांढुर्ना-सावरगांव में वर्षों से चल रही प्रथा: [1041, 976, 1449, 999]
- column-divider: [1157, 1396, 1158, 2052]
- news-brief-column: [29, 98, 299, 2406]
- gotmar-headline-2: आज, एक-दूसरे पर बरसेंगे पत्थर: [1044, 923, 1446, 963]
- lead-photo-caption: [521, 585, 719, 856]
- nigam-headline: नगर निगम के नियमित कर्मचारियों की अंतिम वरिष्ठता सूची का किया गया प्रकाशन: [1164, 2064, 1518, 2111]
- mine-body-2: अनुरूप उत्पादन कर रहे हैं, उसके बावजूद अचानक फॉरेस्ट विभाग की अनापत्ति नहीं मिलने के कारण माह अगस्त 2023 से उत्पादन बंद होने से क्षेत्र के कामगारों में काफी असंतोष एवं असुरक्षा की स्थिति उत्पन्न हो रही है। ज्ञापन के माध्यम से बताया गया है कि माईन में पर्याप्त कोल रिजर्व है जो जिसमे महादेवपुरी माईन, वे.को.लि. पेंच क्षेत्र कुल रिजर्व 35 लाख टन, तानसी माईन, वे.को.लि. कन्हान क्षेत्र में 40 लाख टन एवं मोआरी माईन, वे.को.लि. कन्हान क्षेत्र कुल रिजर्व 16 लाख टन उपलब्ध है। संयुक्त मोर्चा ने आग्रह किया है कि उक्त माईनों के संचालन हेतु तत्काल वन एवं पर्यावरण, कोयला मंत्रालय को निर्देशित कर संघ को सहयोग प्रदान करें।: [1342, 398, 1518, 726]
